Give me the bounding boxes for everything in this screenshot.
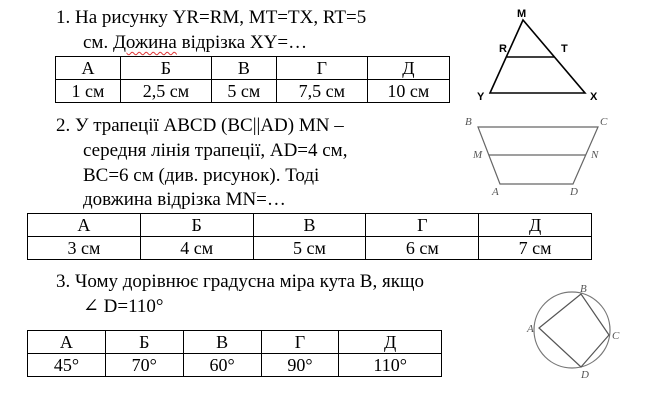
- q1-answer-row: [56, 80, 450, 103]
- q1-label-t: T: [561, 43, 568, 55]
- q1-option-a-value[interactable]: 1 см: [56, 80, 121, 103]
- q2-text-line2: середня лінія трапеції, AD=4 см,: [83, 140, 348, 161]
- q2-header-row: [28, 214, 592, 237]
- q2-label-d: D: [570, 186, 578, 198]
- q3-header-row: [28, 331, 442, 354]
- q1-label-m: M: [517, 8, 527, 20]
- q1-option-d-value[interactable]: 10 см: [367, 80, 449, 103]
- q3-inscribed-quad-figure: [520, 283, 630, 381]
- q1-option-d-label: Д: [367, 57, 449, 80]
- q2-trapezoid-figure: [460, 112, 620, 197]
- q3-text-line2: ∠ D=110°: [83, 296, 164, 317]
- q3-option-d-value[interactable]: 110°: [339, 354, 442, 377]
- q1-option-b-value[interactable]: 2,5 см: [120, 80, 211, 103]
- q2-option-d-label: Д: [479, 214, 592, 237]
- q3-option-d-label: Д: [339, 331, 442, 354]
- q3-option-a-label: А: [28, 331, 106, 354]
- q1-label-x: X: [590, 91, 598, 103]
- q2-label-a: A: [492, 186, 499, 198]
- q1-option-v-label: В: [211, 57, 276, 80]
- q3-answer-table: [27, 330, 442, 377]
- q1-text-line1: 1. На рисунку YR=RM, MT=TX, RT=5: [56, 7, 367, 28]
- q2-answer-table: [27, 213, 592, 260]
- q2-text-line1: 2. У трапеції ABCD (BC||AD) MN –: [56, 115, 344, 136]
- q2-label-c: C: [600, 116, 608, 128]
- q3-option-g-value[interactable]: 90°: [261, 354, 339, 377]
- q2-option-g-value[interactable]: 6 см: [366, 237, 479, 260]
- q2-text-line4: довжина відрізка MN=…: [83, 189, 286, 210]
- q1-header-row: [56, 57, 450, 80]
- q3-label-c: C: [612, 330, 620, 342]
- q2-option-d-value[interactable]: 7 см: [479, 237, 592, 260]
- q3-label-b: B: [580, 283, 587, 295]
- q1-option-g-label: Г: [276, 57, 367, 80]
- q3-option-v-label: В: [183, 331, 261, 354]
- q1-triangle-figure: [470, 5, 620, 110]
- q3-option-g-label: Г: [261, 331, 339, 354]
- q1-option-v-value[interactable]: 5 см: [211, 80, 276, 103]
- q3-text-line1: 3. Чому дорівнює градусна міра кута B, якщо: [56, 271, 425, 292]
- q3-label-d: D: [581, 369, 589, 381]
- q3-option-b-value[interactable]: 70°: [105, 354, 183, 377]
- q2-option-g-label: Г: [366, 214, 479, 237]
- q1-text-pre: см.: [83, 32, 113, 53]
- q1-option-a-label: А: [56, 57, 121, 80]
- q3-label-a: A: [527, 323, 534, 335]
- q3-answer-row: [28, 354, 442, 377]
- q2-text-line3: BC=6 см (див. рисунок). Тоді: [83, 165, 320, 186]
- q3-quadrilateral: [539, 294, 609, 367]
- q2-option-v-label: В: [253, 214, 366, 237]
- q1-text-post: відрізка XY=…: [176, 32, 308, 53]
- q3-option-a-value[interactable]: 45°: [28, 354, 106, 377]
- q3-option-b-label: Б: [105, 331, 183, 354]
- q2-option-a-label: А: [28, 214, 141, 237]
- q1-option-g-value[interactable]: 7,5 см: [276, 80, 367, 103]
- q2-label-b: B: [465, 116, 472, 128]
- q1-text-line2: [83, 31, 307, 54]
- q2-answer-row: [28, 237, 592, 260]
- q1-label-y: Y: [477, 91, 485, 103]
- q2-option-a-value[interactable]: 3 см: [28, 237, 141, 260]
- q2-option-b-label: Б: [140, 214, 253, 237]
- q2-option-v-value[interactable]: 5 см: [253, 237, 366, 260]
- q1-answer-table: [55, 56, 450, 103]
- q2-label-m: M: [473, 149, 483, 161]
- q1-misspelled-word: Дожина: [112, 32, 177, 53]
- q2-option-b-value[interactable]: 4 см: [140, 237, 253, 260]
- q1-label-r: R: [499, 43, 507, 55]
- q3-circle: [534, 292, 610, 368]
- q2-label-n: N: [591, 149, 599, 161]
- q1-option-b-label: Б: [120, 57, 211, 80]
- q3-option-v-value[interactable]: 60°: [183, 354, 261, 377]
